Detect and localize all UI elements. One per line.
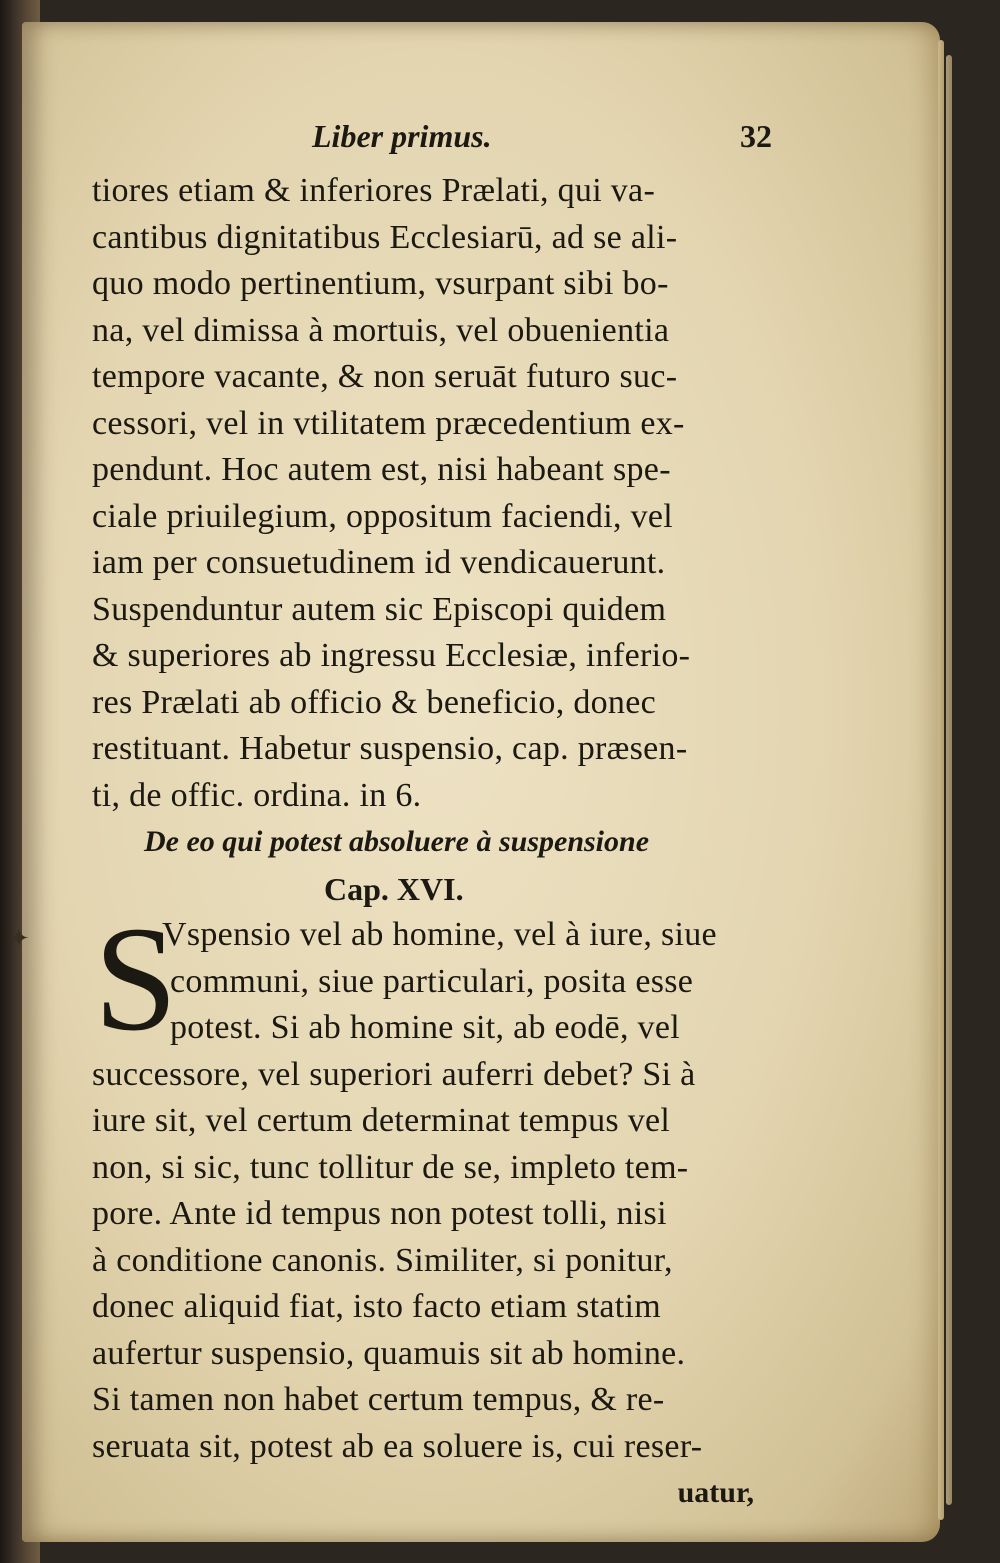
drop-initial: S	[94, 896, 178, 1062]
text-line: à conditione canonis. Similiter, si ponitur,	[92, 1241, 673, 1279]
text-line: non, si sic, tunc tollitur de se, impleto tem-	[92, 1148, 689, 1186]
text-block	[92, 118, 772, 1517]
body-paragraph	[92, 168, 772, 819]
text-line: seruata sit, potest ab ea soluere is, cui reser-	[92, 1427, 703, 1465]
page-edge	[938, 40, 944, 1520]
chapter-heading: De eo qui potest absoluere à suspensione	[144, 825, 650, 858]
text-line: potest. Si ab homine sit, ab eodē, vel	[170, 1009, 680, 1046]
text-line: aufertur suspensio, quamuis sit ab homine.	[92, 1334, 686, 1372]
text-line: iure sit, vel certum determinat tempus vel	[92, 1102, 671, 1139]
text-line: donec aliquid fiat, isto facto etiam statim	[92, 1288, 662, 1325]
folio-number: 32	[740, 118, 772, 154]
text-line: pore. Ante id tempus non potest tolli, nisi	[92, 1195, 667, 1232]
text-line: & superiores ab ingressu Ecclesiæ, inferio-	[92, 637, 691, 674]
text-line: communi, siue particulari, posita esse	[170, 962, 694, 1000]
running-title: Liber primus.	[312, 118, 492, 154]
text-line: cessori, vel in vtilitatem præcedentium ex-	[92, 404, 685, 442]
text-line: cantibus dignitatibus Ecclesiarū, ad se ali-	[92, 218, 678, 256]
text-line: Vspensio vel ab homine, vel à iure, siue	[162, 916, 717, 953]
page-edge	[946, 55, 952, 1505]
text-line: res Prælati ab officio & beneficio, donec	[92, 683, 657, 721]
running-head	[92, 118, 772, 168]
chapter-number: Cap. XVI.	[324, 870, 464, 907]
text-line: successore, vel superiori auferri debet? Si à	[92, 1055, 696, 1093]
text-line: na, vel dimissa à mortuis, vel obuenientia	[92, 311, 670, 349]
marginal-ornament: ✦	[8, 924, 30, 953]
catchword: uatur,	[677, 1476, 754, 1509]
text-line: restituant. Habetur suspensio, cap. præsen-	[92, 730, 688, 767]
text-line: quo modo pertinentium, vsurpant sibi bo-	[92, 265, 669, 302]
text-line: pendunt. Hoc autem est, nisi habeant spe-	[92, 451, 671, 488]
text-line: iam per consuetudinem id vendicauerunt.	[92, 544, 666, 581]
chapter-opening	[92, 896, 772, 1062]
text-line: ti, de offic. ordina. in 6.	[92, 776, 422, 814]
text-line: ciale priuilegium, oppositum faciendi, vel	[92, 497, 674, 535]
text-line: tempore vacante, & non seruāt futuro suc-	[92, 358, 678, 395]
text-line: Si tamen non habet certum tempus, & re-	[92, 1381, 665, 1418]
text-line: Suspenduntur autem sic Episcopi quidem	[92, 590, 667, 628]
text-line: tiores etiam & inferiores Prælati, qui va-	[92, 172, 656, 209]
chapter-paragraph	[92, 1052, 772, 1471]
